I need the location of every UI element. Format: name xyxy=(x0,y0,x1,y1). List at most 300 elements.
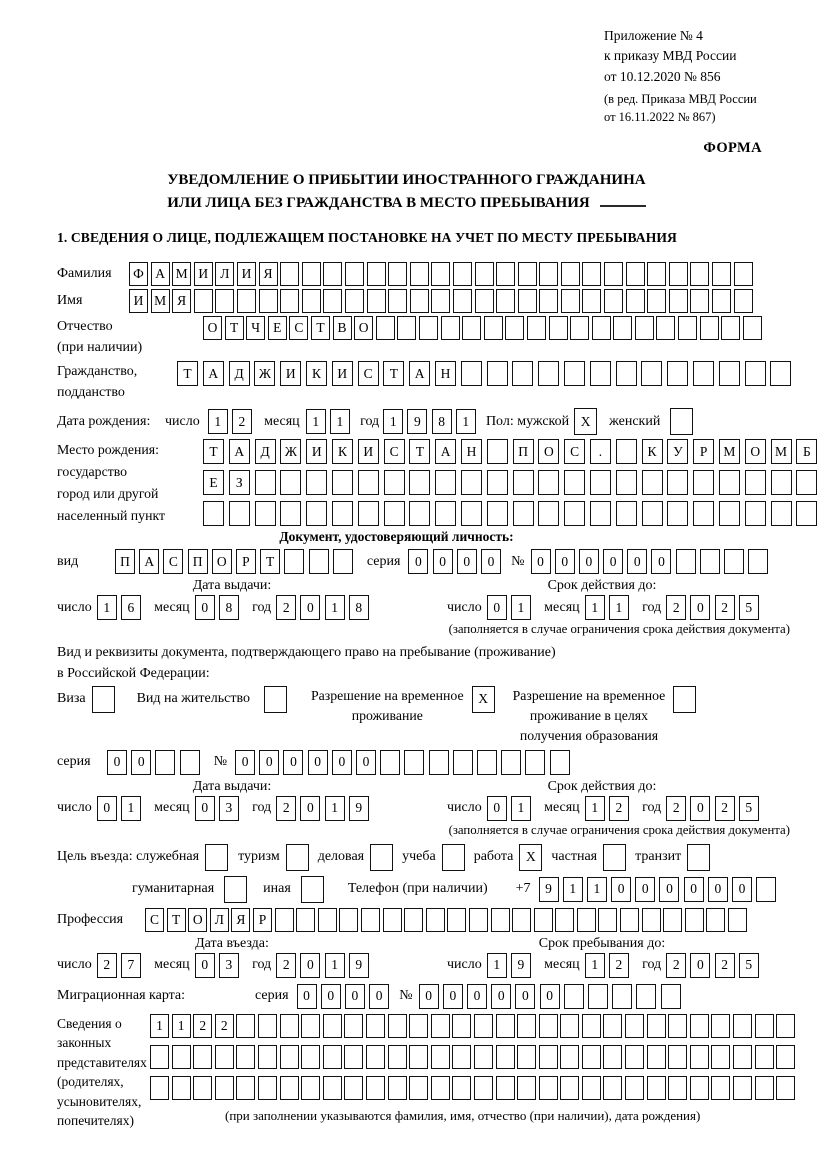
char-cell[interactable]: 2 xyxy=(715,796,735,821)
char-cell[interactable] xyxy=(706,908,725,932)
char-cell[interactable]: 0 xyxy=(467,984,487,1009)
char-cell[interactable] xyxy=(668,1045,687,1069)
char-cell[interactable] xyxy=(721,316,740,340)
char-cell[interactable] xyxy=(193,1076,212,1100)
char-cell[interactable]: Е xyxy=(268,316,287,340)
char-cell[interactable] xyxy=(647,1045,666,1069)
char-cell[interactable]: Т xyxy=(225,316,244,340)
char-cell[interactable] xyxy=(452,1076,471,1100)
char-cell[interactable]: 9 xyxy=(511,953,531,978)
char-cell[interactable] xyxy=(564,501,585,526)
char-cell[interactable] xyxy=(549,316,568,340)
char-cell[interactable] xyxy=(410,262,429,286)
char-cell[interactable] xyxy=(264,686,287,713)
char-cell[interactable]: 0 xyxy=(651,549,671,574)
char-cell[interactable] xyxy=(604,262,623,286)
char-cell[interactable]: 1 xyxy=(511,796,531,821)
char-cell[interactable] xyxy=(301,1014,320,1038)
char-cell[interactable] xyxy=(564,984,584,1009)
char-cell[interactable]: 0 xyxy=(408,549,428,574)
char-cell[interactable] xyxy=(577,908,596,932)
char-cell[interactable] xyxy=(690,1045,709,1069)
char-cell[interactable] xyxy=(474,1014,493,1038)
char-cell[interactable]: 8 xyxy=(432,409,452,434)
char-cell[interactable] xyxy=(518,289,537,313)
char-cell[interactable] xyxy=(512,361,533,386)
char-cell[interactable] xyxy=(205,844,228,871)
char-cell[interactable]: X xyxy=(519,844,542,871)
char-cell[interactable] xyxy=(796,501,817,526)
char-cell[interactable] xyxy=(370,844,393,871)
char-cell[interactable] xyxy=(525,750,545,775)
char-cell[interactable] xyxy=(513,470,534,495)
char-cell[interactable] xyxy=(690,262,709,286)
char-cell[interactable] xyxy=(474,1076,493,1100)
char-cell[interactable] xyxy=(626,262,645,286)
char-cell[interactable]: Т xyxy=(203,439,224,464)
char-cell[interactable] xyxy=(616,501,637,526)
char-cell[interactable]: О xyxy=(212,549,232,574)
char-cell[interactable]: 0 xyxy=(308,750,328,775)
char-cell[interactable] xyxy=(388,1045,407,1069)
char-cell[interactable] xyxy=(641,361,662,386)
char-cell[interactable]: 0 xyxy=(690,953,710,978)
char-cell[interactable] xyxy=(344,1014,363,1038)
char-cell[interactable]: Я xyxy=(231,908,250,932)
char-cell[interactable]: И xyxy=(194,262,213,286)
char-cell[interactable]: 1 xyxy=(585,595,605,620)
char-cell[interactable] xyxy=(669,262,688,286)
char-cell[interactable] xyxy=(487,501,508,526)
char-cell[interactable] xyxy=(435,470,456,495)
char-cell[interactable]: 0 xyxy=(345,984,365,1009)
char-cell[interactable]: 9 xyxy=(349,796,369,821)
char-cell[interactable]: 0 xyxy=(491,984,511,1009)
char-cell[interactable] xyxy=(693,361,714,386)
char-cell[interactable] xyxy=(306,470,327,495)
char-cell[interactable] xyxy=(280,470,301,495)
char-cell[interactable] xyxy=(712,289,731,313)
char-cell[interactable] xyxy=(719,501,740,526)
char-cell[interactable] xyxy=(582,1045,601,1069)
char-cell[interactable]: 0 xyxy=(300,953,320,978)
char-cell[interactable]: Я xyxy=(172,289,191,313)
char-cell[interactable] xyxy=(301,876,324,903)
char-cell[interactable] xyxy=(388,1076,407,1100)
char-cell[interactable] xyxy=(388,1014,407,1038)
char-cell[interactable] xyxy=(172,1076,191,1100)
char-cell[interactable]: 5 xyxy=(739,953,759,978)
char-cell[interactable] xyxy=(409,470,430,495)
char-cell[interactable]: 1 xyxy=(306,409,326,434)
char-cell[interactable] xyxy=(667,501,688,526)
char-cell[interactable]: И xyxy=(129,289,148,313)
char-cell[interactable]: 1 xyxy=(563,877,583,902)
char-cell[interactable] xyxy=(447,908,466,932)
char-cell[interactable] xyxy=(776,1045,795,1069)
char-cell[interactable] xyxy=(426,908,445,932)
char-cell[interactable]: 0 xyxy=(515,984,535,1009)
char-cell[interactable]: 0 xyxy=(627,549,647,574)
char-cell[interactable] xyxy=(474,1045,493,1069)
char-cell[interactable]: 0 xyxy=(97,796,117,821)
char-cell[interactable] xyxy=(620,908,639,932)
char-cell[interactable] xyxy=(229,501,250,526)
char-cell[interactable] xyxy=(332,470,353,495)
char-cell[interactable]: 0 xyxy=(457,549,477,574)
char-cell[interactable] xyxy=(603,1045,622,1069)
char-cell[interactable]: 0 xyxy=(297,984,317,1009)
char-cell[interactable] xyxy=(661,984,681,1009)
char-cell[interactable] xyxy=(743,316,762,340)
char-cell[interactable] xyxy=(635,316,654,340)
char-cell[interactable] xyxy=(296,908,315,932)
char-cell[interactable] xyxy=(513,501,534,526)
char-cell[interactable]: М xyxy=(719,439,740,464)
char-cell[interactable]: Ф xyxy=(129,262,148,286)
char-cell[interactable] xyxy=(517,1045,536,1069)
char-cell[interactable] xyxy=(745,501,766,526)
char-cell[interactable]: И xyxy=(332,361,353,386)
char-cell[interactable] xyxy=(409,1045,428,1069)
char-cell[interactable] xyxy=(384,501,405,526)
char-cell[interactable]: 0 xyxy=(107,750,127,775)
char-cell[interactable] xyxy=(429,750,449,775)
char-cell[interactable] xyxy=(711,1045,730,1069)
char-cell[interactable]: 2 xyxy=(609,953,629,978)
char-cell[interactable]: 2 xyxy=(232,409,252,434)
char-cell[interactable] xyxy=(693,470,714,495)
char-cell[interactable] xyxy=(734,289,753,313)
char-cell[interactable]: 2 xyxy=(666,595,686,620)
char-cell[interactable] xyxy=(280,1014,299,1038)
char-cell[interactable] xyxy=(255,501,276,526)
char-cell[interactable] xyxy=(590,361,611,386)
char-cell[interactable] xyxy=(388,289,407,313)
char-cell[interactable] xyxy=(517,1014,536,1038)
char-cell[interactable] xyxy=(383,908,402,932)
char-cell[interactable] xyxy=(453,750,473,775)
char-cell[interactable] xyxy=(590,501,611,526)
char-cell[interactable]: 1 xyxy=(587,877,607,902)
char-cell[interactable]: 0 xyxy=(419,984,439,1009)
char-cell[interactable]: 0 xyxy=(611,877,631,902)
char-cell[interactable] xyxy=(431,1014,450,1038)
char-cell[interactable] xyxy=(323,1045,342,1069)
char-cell[interactable] xyxy=(518,262,537,286)
char-cell[interactable] xyxy=(604,289,623,313)
char-cell[interactable] xyxy=(700,549,720,574)
char-cell[interactable] xyxy=(280,289,299,313)
char-cell[interactable]: Т xyxy=(383,361,404,386)
char-cell[interactable]: 9 xyxy=(539,877,559,902)
char-cell[interactable] xyxy=(258,1045,277,1069)
char-cell[interactable]: 0 xyxy=(195,796,215,821)
char-cell[interactable] xyxy=(647,1076,666,1100)
char-cell[interactable] xyxy=(475,262,494,286)
char-cell[interactable] xyxy=(625,1076,644,1100)
char-cell[interactable] xyxy=(690,289,709,313)
char-cell[interactable]: 7 xyxy=(121,953,141,978)
char-cell[interactable] xyxy=(258,1014,277,1038)
char-cell[interactable] xyxy=(626,289,645,313)
char-cell[interactable]: 0 xyxy=(603,549,623,574)
char-cell[interactable] xyxy=(306,501,327,526)
char-cell[interactable] xyxy=(258,1076,277,1100)
char-cell[interactable]: А xyxy=(435,439,456,464)
char-cell[interactable]: 1 xyxy=(383,409,403,434)
char-cell[interactable] xyxy=(690,1014,709,1038)
char-cell[interactable] xyxy=(512,908,531,932)
char-cell[interactable]: 8 xyxy=(349,595,369,620)
char-cell[interactable]: X xyxy=(472,686,495,713)
char-cell[interactable]: Т xyxy=(260,549,280,574)
char-cell[interactable]: 0 xyxy=(443,984,463,1009)
char-cell[interactable] xyxy=(496,289,515,313)
char-cell[interactable] xyxy=(776,1014,795,1038)
char-cell[interactable] xyxy=(582,289,601,313)
char-cell[interactable] xyxy=(647,262,666,286)
char-cell[interactable]: 1 xyxy=(585,953,605,978)
char-cell[interactable]: 1 xyxy=(330,409,350,434)
char-cell[interactable] xyxy=(755,1014,774,1038)
char-cell[interactable]: 0 xyxy=(332,750,352,775)
char-cell[interactable] xyxy=(344,1045,363,1069)
char-cell[interactable]: 0 xyxy=(369,984,389,1009)
char-cell[interactable]: 2 xyxy=(276,595,296,620)
char-cell[interactable]: 9 xyxy=(407,409,427,434)
char-cell[interactable] xyxy=(388,262,407,286)
char-cell[interactable] xyxy=(534,908,553,932)
char-cell[interactable] xyxy=(280,1045,299,1069)
char-cell[interactable]: М xyxy=(172,262,191,286)
char-cell[interactable]: 0 xyxy=(732,877,752,902)
char-cell[interactable] xyxy=(404,908,423,932)
char-cell[interactable] xyxy=(259,289,278,313)
char-cell[interactable]: Т xyxy=(177,361,198,386)
char-cell[interactable] xyxy=(642,908,661,932)
char-cell[interactable] xyxy=(301,1045,320,1069)
char-cell[interactable] xyxy=(193,1045,212,1069)
char-cell[interactable]: 2 xyxy=(215,1014,234,1038)
char-cell[interactable] xyxy=(487,361,508,386)
char-cell[interactable]: 2 xyxy=(97,953,117,978)
char-cell[interactable] xyxy=(598,908,617,932)
char-cell[interactable] xyxy=(431,1076,450,1100)
char-cell[interactable] xyxy=(180,750,200,775)
char-cell[interactable] xyxy=(280,262,299,286)
char-cell[interactable] xyxy=(215,289,234,313)
char-cell[interactable] xyxy=(616,470,637,495)
char-cell[interactable]: К xyxy=(306,361,327,386)
char-cell[interactable] xyxy=(603,844,626,871)
char-cell[interactable] xyxy=(236,1014,255,1038)
char-cell[interactable]: 2 xyxy=(666,953,686,978)
char-cell[interactable]: 0 xyxy=(321,984,341,1009)
char-cell[interactable] xyxy=(333,549,353,574)
char-cell[interactable] xyxy=(442,844,465,871)
char-cell[interactable] xyxy=(647,289,666,313)
char-cell[interactable] xyxy=(435,501,456,526)
char-cell[interactable] xyxy=(487,439,508,464)
char-cell[interactable]: 5 xyxy=(739,796,759,821)
char-cell[interactable]: 0 xyxy=(579,549,599,574)
char-cell[interactable]: 2 xyxy=(276,953,296,978)
char-cell[interactable] xyxy=(728,908,747,932)
char-cell[interactable]: С xyxy=(163,549,183,574)
char-cell[interactable] xyxy=(642,501,663,526)
char-cell[interactable]: М xyxy=(771,439,792,464)
char-cell[interactable] xyxy=(496,262,515,286)
char-cell[interactable]: 1 xyxy=(609,595,629,620)
char-cell[interactable]: 1 xyxy=(456,409,476,434)
char-cell[interactable]: Л xyxy=(210,908,229,932)
char-cell[interactable] xyxy=(656,316,675,340)
char-cell[interactable] xyxy=(366,1045,385,1069)
char-cell[interactable] xyxy=(711,1076,730,1100)
char-cell[interactable] xyxy=(527,316,546,340)
char-cell[interactable]: З xyxy=(229,470,250,495)
char-cell[interactable]: 2 xyxy=(276,796,296,821)
char-cell[interactable] xyxy=(700,316,719,340)
char-cell[interactable]: И xyxy=(237,262,256,286)
char-cell[interactable] xyxy=(302,262,321,286)
char-cell[interactable] xyxy=(461,361,482,386)
char-cell[interactable]: П xyxy=(115,549,135,574)
char-cell[interactable] xyxy=(733,1076,752,1100)
char-cell[interactable]: 2 xyxy=(715,953,735,978)
char-cell[interactable] xyxy=(332,501,353,526)
char-cell[interactable]: X xyxy=(574,408,597,435)
char-cell[interactable]: 2 xyxy=(715,595,735,620)
char-cell[interactable] xyxy=(302,289,321,313)
char-cell[interactable]: 0 xyxy=(259,750,279,775)
char-cell[interactable] xyxy=(477,750,497,775)
char-cell[interactable] xyxy=(776,1076,795,1100)
char-cell[interactable]: П xyxy=(188,549,208,574)
char-cell[interactable] xyxy=(719,470,740,495)
char-cell[interactable]: О xyxy=(203,316,222,340)
char-cell[interactable] xyxy=(376,316,395,340)
char-cell[interactable] xyxy=(358,501,379,526)
char-cell[interactable] xyxy=(215,1045,234,1069)
char-cell[interactable]: 1 xyxy=(511,595,531,620)
char-cell[interactable]: И xyxy=(306,439,327,464)
char-cell[interactable] xyxy=(711,1014,730,1038)
char-cell[interactable] xyxy=(538,361,559,386)
char-cell[interactable]: 0 xyxy=(555,549,575,574)
char-cell[interactable] xyxy=(339,908,358,932)
char-cell[interactable] xyxy=(719,361,740,386)
char-cell[interactable] xyxy=(323,262,342,286)
char-cell[interactable]: П xyxy=(513,439,534,464)
char-cell[interactable]: Р xyxy=(693,439,714,464)
char-cell[interactable] xyxy=(384,470,405,495)
char-cell[interactable]: 0 xyxy=(659,877,679,902)
char-cell[interactable]: Ж xyxy=(280,439,301,464)
char-cell[interactable]: 1 xyxy=(150,1014,169,1038)
char-cell[interactable]: 0 xyxy=(235,750,255,775)
char-cell[interactable] xyxy=(636,984,656,1009)
char-cell[interactable]: Т xyxy=(409,439,430,464)
char-cell[interactable] xyxy=(560,1076,579,1100)
char-cell[interactable]: С xyxy=(564,439,585,464)
char-cell[interactable]: А xyxy=(139,549,159,574)
char-cell[interactable] xyxy=(678,316,697,340)
char-cell[interactable]: А xyxy=(151,262,170,286)
char-cell[interactable]: 1 xyxy=(585,796,605,821)
char-cell[interactable]: Л xyxy=(215,262,234,286)
char-cell[interactable]: 1 xyxy=(325,953,345,978)
char-cell[interactable] xyxy=(404,750,424,775)
char-cell[interactable]: О xyxy=(354,316,373,340)
char-cell[interactable]: 3 xyxy=(219,796,239,821)
char-cell[interactable] xyxy=(505,316,524,340)
char-cell[interactable] xyxy=(745,470,766,495)
char-cell[interactable] xyxy=(539,1045,558,1069)
char-cell[interactable]: 0 xyxy=(283,750,303,775)
char-cell[interactable] xyxy=(431,1045,450,1069)
char-cell[interactable] xyxy=(215,1076,234,1100)
char-cell[interactable]: О xyxy=(538,439,559,464)
char-cell[interactable]: 0 xyxy=(540,984,560,1009)
char-cell[interactable]: Я xyxy=(259,262,278,286)
char-cell[interactable]: М xyxy=(151,289,170,313)
char-cell[interactable] xyxy=(756,877,776,902)
char-cell[interactable] xyxy=(733,1045,752,1069)
char-cell[interactable] xyxy=(670,408,693,435)
char-cell[interactable] xyxy=(172,1045,191,1069)
char-cell[interactable] xyxy=(92,686,115,713)
char-cell[interactable] xyxy=(280,1076,299,1100)
char-cell[interactable] xyxy=(409,1014,428,1038)
char-cell[interactable]: А xyxy=(409,361,430,386)
char-cell[interactable] xyxy=(452,1014,471,1038)
char-cell[interactable] xyxy=(538,501,559,526)
char-cell[interactable]: 2 xyxy=(609,796,629,821)
char-cell[interactable]: Р xyxy=(236,549,256,574)
char-cell[interactable] xyxy=(366,1014,385,1038)
char-cell[interactable]: 0 xyxy=(635,877,655,902)
char-cell[interactable]: Т xyxy=(311,316,330,340)
char-cell[interactable] xyxy=(733,1014,752,1038)
char-cell[interactable] xyxy=(361,908,380,932)
char-cell[interactable]: О xyxy=(745,439,766,464)
char-cell[interactable] xyxy=(616,439,637,464)
char-cell[interactable] xyxy=(150,1076,169,1100)
char-cell[interactable] xyxy=(676,549,696,574)
char-cell[interactable] xyxy=(255,470,276,495)
char-cell[interactable]: О xyxy=(188,908,207,932)
char-cell[interactable]: Б xyxy=(796,439,817,464)
char-cell[interactable] xyxy=(539,1076,558,1100)
char-cell[interactable]: 1 xyxy=(487,953,507,978)
char-cell[interactable] xyxy=(367,289,386,313)
char-cell[interactable]: 0 xyxy=(131,750,151,775)
char-cell[interactable]: К xyxy=(332,439,353,464)
char-cell[interactable]: 0 xyxy=(708,877,728,902)
char-cell[interactable]: Ч xyxy=(246,316,265,340)
char-cell[interactable] xyxy=(724,549,744,574)
char-cell[interactable]: С xyxy=(384,439,405,464)
char-cell[interactable] xyxy=(366,1076,385,1100)
char-cell[interactable] xyxy=(539,289,558,313)
char-cell[interactable] xyxy=(150,1045,169,1069)
char-cell[interactable] xyxy=(685,908,704,932)
char-cell[interactable] xyxy=(796,470,817,495)
char-cell[interactable] xyxy=(367,262,386,286)
char-cell[interactable] xyxy=(517,1076,536,1100)
